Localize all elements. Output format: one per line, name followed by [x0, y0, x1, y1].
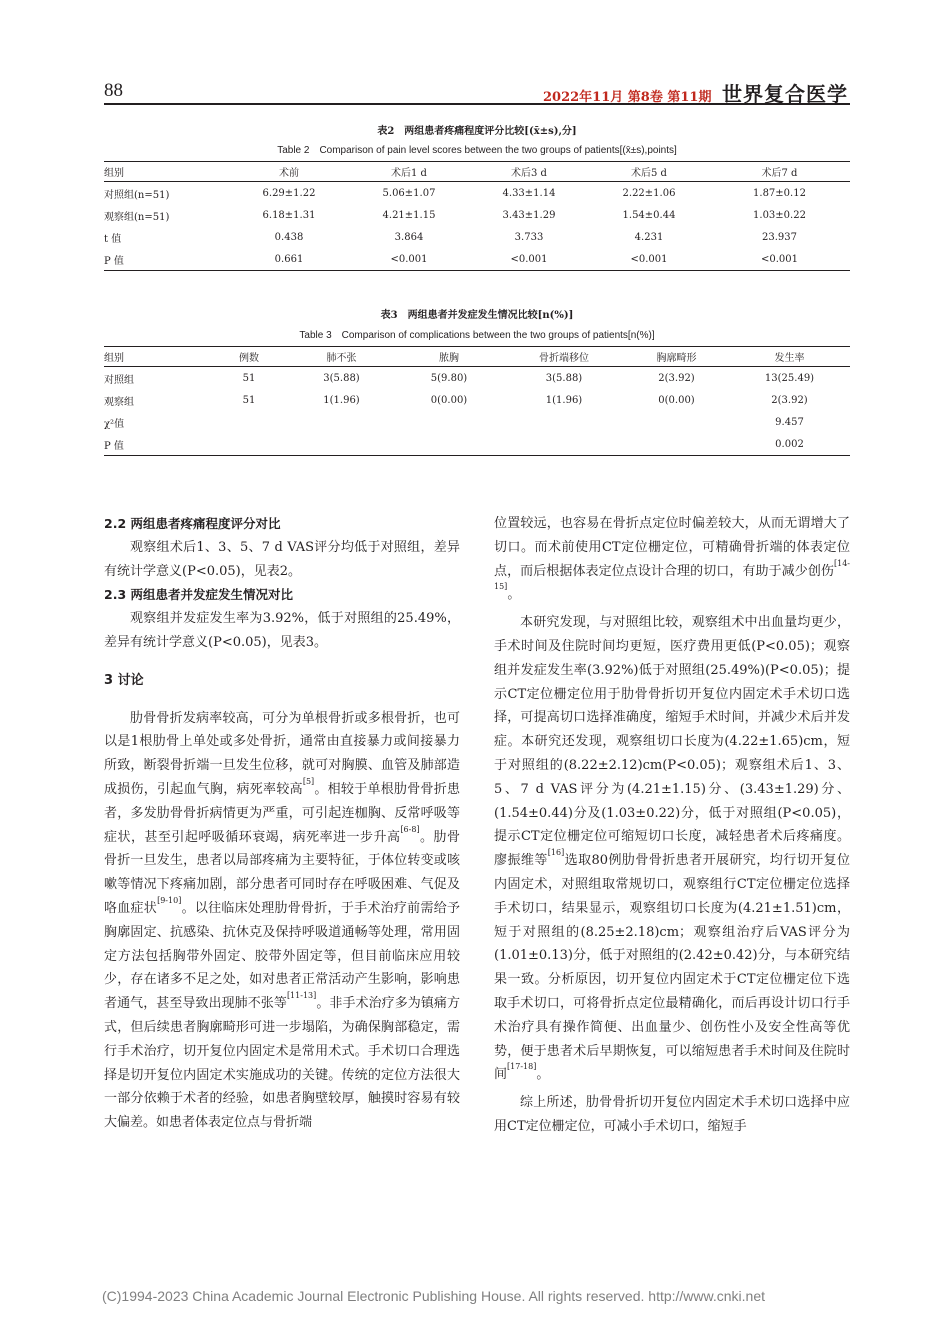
- table3-cell: 51: [242, 394, 256, 406]
- table2-cell: 23.937: [762, 231, 797, 243]
- table2-cell: 3.864: [394, 231, 424, 243]
- table3-cell: 0(0.00): [658, 394, 695, 406]
- issue-info: 2022年11月 第8卷 第11期: [543, 90, 712, 105]
- table3-cell: 5(9.80): [430, 372, 468, 384]
- table3-header: 骨折端移位: [504, 347, 624, 367]
- table2-cell: 5.06±1.07: [382, 187, 436, 199]
- table2-cell: 1.87±0.12: [753, 187, 806, 199]
- table3-cell: [394, 411, 504, 433]
- table3: [104, 346, 850, 456]
- table3-header: 胸廓畸形: [624, 347, 729, 367]
- table3-header: 发生率: [729, 347, 850, 367]
- section-heading-2-3: 2.3 两组患者并发症发生情况对比: [104, 587, 293, 603]
- table3-cell: [624, 411, 729, 433]
- table-row: [104, 433, 850, 456]
- table3-header: 肺不张: [289, 347, 394, 367]
- table3-header-row: [104, 347, 850, 367]
- text-span: 。: [536, 1067, 550, 1083]
- table2-header-row: [104, 162, 850, 182]
- text-span: 选取80例肋骨骨折患者开展研究，均行切开复位内固定术，对照组取常规切口，观察组行CT定位栅定位选择手术切口，结果显示，观察组切口长度为(4.21±1.51)cm，短于对照组的(8.25±2.18)cm；观察组治疗后VAS评分为(1.01±0.13)分，低于对照组的(2.42±0.42)分，与本研究结果一致。分析原因，切开复位内固定术于CT定位栅定位下选取手术切口，可将骨折点定位最精确化，而后再设计切口行手术治疗具有操作简便、出血量少、创伤性小及安全性高等优势，便于患者术后早期恢复，可以缩短患者手术时间及住院时间: [494, 853, 850, 1083]
- discussion-paragraph: [104, 707, 460, 1135]
- table-row: [104, 226, 850, 248]
- table2-header: 术后3 d: [469, 162, 589, 182]
- citation: [17-18]: [507, 1062, 537, 1072]
- text-span: 本研究发现，与对照组比较，观察组术中出血量均更少，手术时间及住院时间均更短，医疗费用更低(P<0.05)；观察组并发症发生率(3.92%)低于对照组(25.49%)(P<0.05)；提示CT定位栅定位用于肋骨骨折切开复位内固定术手术切口选择，可提高切口选择准确度，缩短手术时间，并减少术后并发症。本研究还发现，观察组切口长度为(4.22±1.65)cm，短于对照组的(8.22±2.12)cm(P<0.05)；观察组术后1、3、5、7 d VAS评分为(4.21±1.15)分、(3.43±1.29)分、(1.54±0.44)分及(1.03±0.22)分，低于对照组(P<0.05)，提示CT定位栅定位可缩短切口长度，减轻患者术后疼痛度。廖振维等: [494, 615, 850, 869]
- table3-cell: [504, 411, 624, 433]
- table2-title-cn: 表2 两组患者疼痛程度评分比较[(x̄±s),分]: [377, 126, 577, 137]
- text-span: 。: [507, 587, 521, 603]
- table2-header: 术前: [229, 162, 349, 182]
- table2-header: 组别: [104, 162, 229, 182]
- table-row: [104, 367, 850, 390]
- left-column: [104, 512, 460, 1135]
- section-heading-3: 3 讨论: [104, 672, 144, 688]
- table2-cell: <0.001: [630, 253, 668, 265]
- table3-cell: 1(1.96): [545, 394, 583, 406]
- paragraph: 观察组并发症发生率为3.92%，低于对照组的25.49%，差异有统计学意义(P<0.05)，见表3。: [104, 611, 460, 650]
- table2-cell: 4.231: [634, 231, 664, 243]
- table2-cell: 4.33±1.14: [502, 187, 556, 199]
- table2-cell: P 值: [104, 255, 124, 267]
- table2-cell: 2.22±1.06: [622, 187, 676, 199]
- table2-cell: 0.661: [274, 253, 304, 265]
- table2-header: 术后7 d: [709, 162, 850, 182]
- header-rule: [104, 103, 850, 105]
- table2-cell: 6.29±1.22: [262, 187, 316, 199]
- table-row: [104, 389, 850, 411]
- table3-cell: 13(25.49): [764, 372, 815, 384]
- table2-cell: 1.03±0.22: [753, 209, 806, 221]
- text-span: 。以往临床处理肋骨骨折，于手术治疗前需给予胸廓固定、抗感染、抗休克及保持呼吸道通畅等处理，常用固定方法包括胸带外固定、胶带外固定等，但目前临床应用较少，存在诸多不足之处，如对患者正常活动产生影响，影响患者通气，甚至导致出现肺不张等: [104, 900, 460, 1012]
- table3-title-en: Table 3 Comparison of complications between the two groups of patients[n(%)]: [299, 330, 655, 341]
- right-column: [494, 512, 850, 1139]
- table3-cell: 51: [242, 372, 256, 384]
- table3-cell: χ²值: [104, 418, 125, 430]
- table2-cell: <0.001: [760, 253, 798, 265]
- citation: [14-15]: [494, 558, 850, 592]
- citation: [11-13]: [286, 991, 317, 1001]
- table3-cell: 观察组: [104, 396, 134, 408]
- paragraph: 综上所述，肋骨骨折切开复位内固定术手术切口选择中应用CT定位栅定位，可减小手术切口，缩短手: [494, 1095, 850, 1134]
- table3-cell: 0(0.00): [430, 394, 468, 406]
- table2-cell: 3.733: [514, 231, 544, 243]
- table2: [104, 161, 850, 271]
- table3-cell: [624, 433, 729, 456]
- table-row: [104, 248, 850, 271]
- table3-cell: 2(3.92): [658, 372, 695, 384]
- text-span: 。相较于单根肋骨骨折患者，多发肋骨骨折病情更为严重，可引起连枷胸、反常呼吸等症状，甚至引起呼吸循环衰竭，病死率进一步升高: [104, 781, 460, 845]
- paragraph: [494, 512, 850, 607]
- table2-cell: t 值: [104, 233, 122, 245]
- copyright-footer: (C)1994-2023 China Academic Journal Electronic Publishing House. All rights reserved. http://www.cnki.net: [102, 1288, 765, 1304]
- table3-cell: [209, 411, 289, 433]
- paragraph: 观察组术后1、3、5、7 d VAS评分均低于对照组，差异有统计学意义(P<0.05)，见表2。: [104, 539, 460, 579]
- table2-cell: <0.001: [390, 253, 428, 265]
- table3-cell: 3(5.88): [545, 372, 583, 384]
- table3-cell: 1(1.96): [323, 394, 360, 406]
- table3-cell: 对照组: [104, 374, 134, 386]
- citation: [5]: [302, 776, 315, 786]
- table3-cell: [289, 433, 394, 456]
- table-row: [104, 411, 850, 433]
- table3-cell: [289, 411, 394, 433]
- table2-header: 术后1 d: [349, 162, 469, 182]
- table3-cell: 9.457: [775, 416, 804, 428]
- text-span: 位置较远，也容易在骨折点定位时偏差较大，从而无谓增大了切口。而术前使用CT定位栅定位，可精确骨折端的体表定位点，而后根据体表定位点设计合理的切口，有助于减少创伤: [494, 516, 850, 579]
- paragraph: [494, 611, 850, 1087]
- table3-cell: 0.002: [775, 438, 804, 450]
- table-row: [104, 182, 850, 205]
- table3-cell: 3(5.88): [323, 372, 360, 384]
- table3-header: 组别: [104, 347, 209, 367]
- table2-cell: 对照组(n=51): [104, 189, 170, 201]
- table2-cell: <0.001: [510, 253, 548, 265]
- table2-cell: 观察组(n=51): [104, 211, 170, 223]
- table3-cell: [394, 433, 504, 456]
- table3-header: 例数: [209, 347, 289, 367]
- text-span: 。非手术治疗多为镇痛方式，但后续患者胸廓畸形可进一步塌陷，为确保胸部稳定，需行手术治疗，切开复位内固定术是常用术式。手术切口合理选择是切开复位内固定术实施成功的关键。传统的定位方法很大一部分依赖于术者的经验，如患者胸壁较厚，触摸时容易有较大偏差。如患者体表定位点与骨折端: [104, 996, 460, 1131]
- table2-cell: 0.438: [274, 231, 304, 243]
- table3-cell: P 值: [104, 440, 124, 452]
- table2-cell: 6.18±1.31: [262, 209, 316, 221]
- table2-cell: 1.54±0.44: [622, 209, 676, 221]
- table-row: [104, 204, 850, 226]
- table2-cell: 3.43±1.29: [502, 209, 556, 221]
- page-number: 88: [104, 80, 123, 101]
- text-span: 。肋骨骨折一旦发生，患者以局部疼痛为主要特征，于体位转变或咳嗽等情况下疼痛加剧，部分患者可同时存在呼吸困难、气促及咯血症状: [104, 829, 460, 916]
- section-heading-2-2: 2.2 两组患者疼痛程度评分对比: [104, 516, 281, 531]
- table3-header: 脓胸: [394, 347, 504, 367]
- table3-title-cn: 表3 两组患者并发症发生情况比较[n(%)]: [380, 310, 574, 321]
- table2-cell: 4.21±1.15: [382, 209, 436, 221]
- text-span: 肋骨骨折发病率较高，可分为单根骨折或多根骨折，也可以是1根肋骨上单处或多处骨折，通常由直接暴力或间接暴力所致，断裂骨折端一旦发生位移，就可对胸膜、血管及肺部造成损伤，引起血气胸，病死率较高: [104, 710, 460, 797]
- table2-header: 术后5 d: [589, 162, 709, 182]
- citation: [6-8]: [400, 824, 420, 834]
- citation: [16]: [547, 848, 565, 858]
- table3-cell: 2(3.92): [771, 394, 808, 406]
- table3-cell: [504, 433, 624, 456]
- journal-title: 世界复合医学: [722, 82, 848, 106]
- table2-title-en: Table 2 Comparison of pain level scores between the two groups of patients[(x̄±s),points]: [277, 145, 677, 156]
- citation: [9-10]: [157, 895, 182, 905]
- table3-cell: [209, 433, 289, 456]
